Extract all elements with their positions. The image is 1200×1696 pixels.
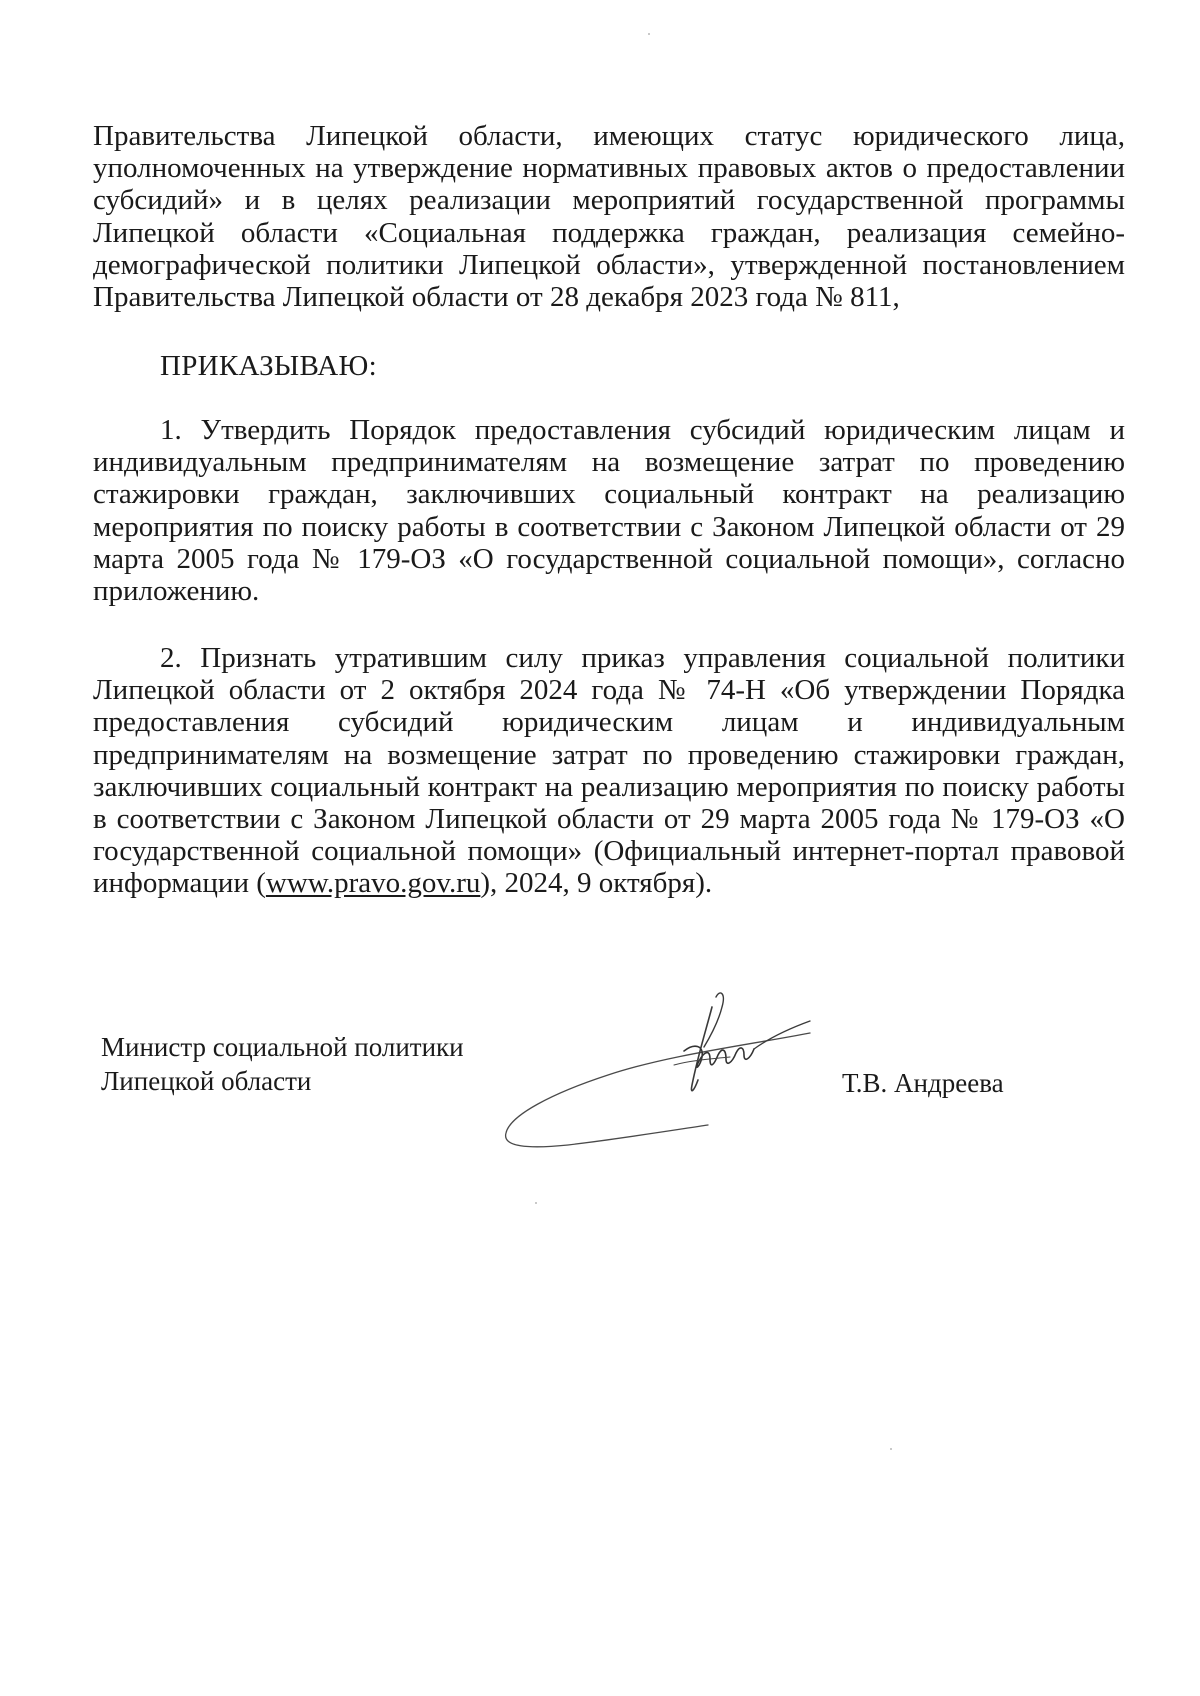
scan-speck xyxy=(890,1448,892,1450)
order-item-2-text: 2. Признать утратившим силу приказ управления социальной политики Липецкой области от 2 октября 2024 года № 74-Н «Об утверждении Порядка предоставления субсидий юридическим лицам и индивидуальным предпринимателям на возмещение затрат по проведению стажировки граждан, заключивших социальный контракт на реализацию мероприятия по поиску работы в соответствии с Законом Липецкой области от 29 марта 2005 года № 179-ОЗ «О государственной социальной помощи» (Официальный интернет-портал правовой информации ( xyxy=(93,642,1125,900)
signatory-title-line-1: Министр социальной политики xyxy=(101,1032,464,1062)
intro-paragraph xyxy=(93,120,1125,313)
intro-paragraph-text: Правительства Липецкой области, имеющих статус юридического лица, уполномоченных на утверждение нормативных правовых актов о предоставлении субсидий» и в целях реализации мероприятий государственной программы Липецкой области «Социальная поддержка граждан, реализация семейно-демографической политики Липецкой области», утвержденной постановлением Правительства Липецкой области от 28 декабря 2023 года № 811, xyxy=(93,120,1125,314)
signatory-title xyxy=(101,1030,464,1098)
order-item-2-tail: ), 2024, 9 октября). xyxy=(480,867,713,900)
pravo-link[interactable]: www.pravo.gov.ru xyxy=(265,867,481,900)
scan-speck xyxy=(648,33,650,35)
order-heading: ПРИКАЗЫВАЮ: xyxy=(160,350,378,382)
order-item-2 xyxy=(93,642,1125,900)
scan-speck xyxy=(535,1202,537,1204)
order-item-1: 1. Утвердить Порядок предоставления субсидий юридическим лицам и индивидуальным предпринимателям на возмещение затрат по проведению стажировки граждан, заключивших социальный контракт на реализацию мероприятия по поиску работы в соответствии с Законом Липецкой области от 29 марта 2005 года № 179-ОЗ «О государственной социальной помощи», согласно приложению. xyxy=(93,414,1125,608)
signatory-title-line-2: Липецкой области xyxy=(101,1066,312,1096)
handwritten-signature xyxy=(498,985,818,1150)
signatory-name: Т.В. Андреева xyxy=(842,1068,1004,1098)
